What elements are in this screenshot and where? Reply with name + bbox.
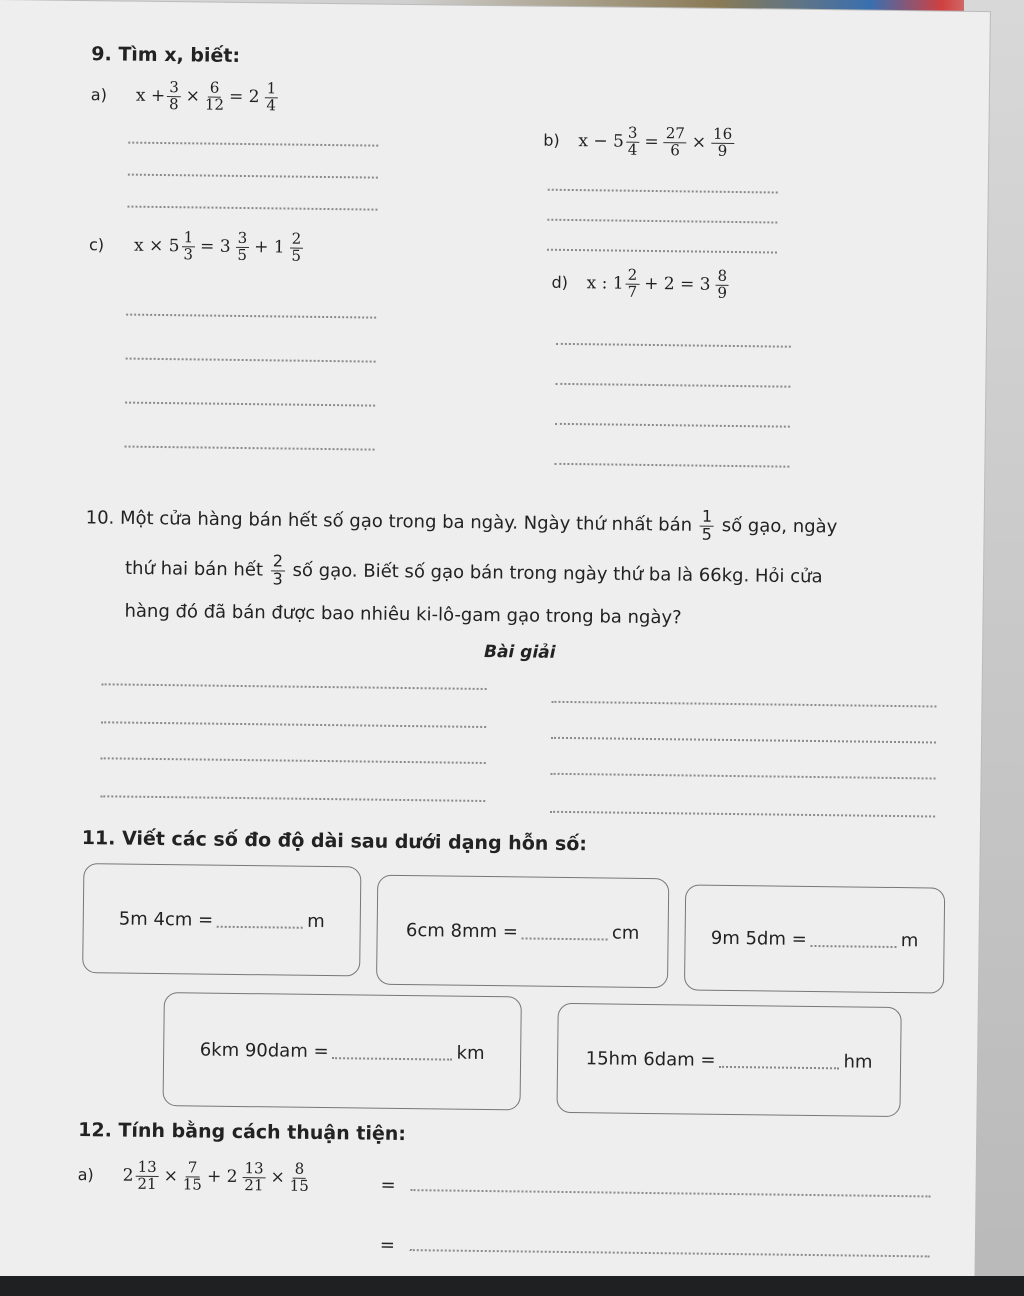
measure-unit: m: [307, 910, 325, 932]
background-bottom: [0, 1276, 1024, 1296]
answer-line[interactable]: [100, 795, 485, 802]
q9b: [543, 125, 736, 160]
measure-left: 15hm 6dam =: [585, 1047, 716, 1071]
answer-line[interactable]: [410, 1189, 930, 1197]
measure-box-5: [556, 1003, 901, 1117]
answer-line[interactable]: [126, 358, 376, 363]
measure-unit: cm: [611, 922, 640, 944]
answer-line[interactable]: [126, 314, 376, 319]
measure-unit: km: [456, 1042, 485, 1064]
q12a-expression: 2 $\frac{13}{21}$ × $\frac{7}{15}$ + 2 $\frac{13}{21}$ × $\frac{8}{15}$: [122, 1157, 309, 1195]
q10-line-2: [125, 552, 955, 597]
measure-box-1: [82, 863, 361, 976]
q12a: [77, 1159, 311, 1194]
answer-line[interactable]: [128, 174, 378, 179]
measure-left: 6cm 8mm =: [405, 919, 519, 942]
q10-line-3: hàng đó đã bán được bao nhiêu ki-lô-gam gạo trong ba ngày?: [124, 600, 682, 629]
answer-blank[interactable]: [522, 923, 608, 940]
answer-blank[interactable]: [217, 912, 303, 929]
q10-text: số gạo. Biết số gạo bán trong ngày thứ ba là 66kg. Hỏi cửa: [292, 559, 823, 588]
equals-sign: =: [380, 1174, 396, 1196]
answer-line[interactable]: [101, 721, 486, 728]
measure-left: 5m 4cm =: [118, 908, 214, 931]
q9c-expression: x × 5 $\frac{1}{3}$ = 3 $\frac{3}{5}$ + 1 $\frac{2}{5}$: [133, 228, 302, 265]
q9c: [89, 229, 306, 264]
q9b-label: b): [543, 130, 560, 151]
q9a-expression: x + $\frac{3}{8}$ × $\frac{6}{12}$ = 2 $\frac{1}{4}$: [135, 78, 277, 115]
answer-line[interactable]: [550, 811, 935, 818]
answer-line[interactable]: [551, 773, 936, 780]
measure-box-4: [162, 992, 521, 1110]
q9d-expression: x : 1 $\frac{2}{7}$ + 2 = 3 $\frac{8}{9}$: [586, 265, 728, 302]
fraction-2-3: $\frac{2}{3}$: [272, 551, 284, 589]
measure-unit: m: [900, 929, 919, 951]
answer-line[interactable]: [127, 206, 377, 211]
answer-line[interactable]: [551, 701, 936, 708]
q10-line-1: [85, 501, 955, 546]
answer-line[interactable]: [125, 402, 375, 407]
q11-title: 11. Viết các số đo độ dài sau dưới dạng hỗn số:: [81, 827, 588, 856]
q10-text: số gạo, ngày: [721, 515, 838, 538]
answer-line[interactable]: [547, 249, 777, 254]
answer-line[interactable]: [547, 219, 777, 224]
equals-sign: =: [379, 1234, 396, 1256]
answer-line[interactable]: [125, 446, 375, 451]
answer-line[interactable]: [101, 757, 486, 764]
measure-box-3: [684, 884, 945, 993]
q9-title: 9. Tìm x, biết:: [91, 43, 241, 67]
solution-label: Bài giải: [483, 641, 556, 663]
measure-left: 9m 5dm =: [710, 927, 807, 950]
answer-line[interactable]: [128, 142, 378, 147]
answer-line[interactable]: [551, 737, 936, 744]
q12-title: 12. Tính bằng cách thuận tiện:: [78, 1119, 407, 1146]
answer-line[interactable]: [554, 463, 789, 468]
q12a-label: a): [77, 1165, 94, 1185]
answer-line[interactable]: [548, 189, 778, 194]
answer-line[interactable]: [410, 1249, 930, 1257]
answer-blank[interactable]: [333, 1043, 453, 1060]
measure-left: 6km 90dam =: [199, 1039, 329, 1062]
q9a: [91, 79, 281, 114]
answer-line[interactable]: [555, 423, 790, 428]
q9c-label: c): [88, 235, 105, 255]
answer-line[interactable]: [556, 343, 791, 348]
answer-blank[interactable]: [719, 1052, 839, 1069]
answer-line[interactable]: [102, 683, 487, 690]
fraction-1-5: $\frac{1}{5}$: [701, 506, 713, 544]
measure-box-2: [376, 875, 669, 989]
q9a-label: a): [90, 85, 108, 105]
q9d: [551, 267, 731, 302]
answer-line[interactable]: [555, 383, 790, 388]
q10-text: 10. Một cửa hàng bán hết số gạo trong ba ngày. Ngày thứ nhất bán: [85, 507, 693, 536]
q9b-expression: x − 5 $\frac{3}{4}$ = $\frac{27}{6}$ × $\frac{16}{9}$: [578, 123, 733, 160]
measure-unit: hm: [843, 1050, 873, 1073]
q9d-label: d): [551, 273, 569, 293]
answer-blank[interactable]: [811, 931, 897, 948]
q10-text: thứ hai bán hết: [124, 557, 264, 581]
